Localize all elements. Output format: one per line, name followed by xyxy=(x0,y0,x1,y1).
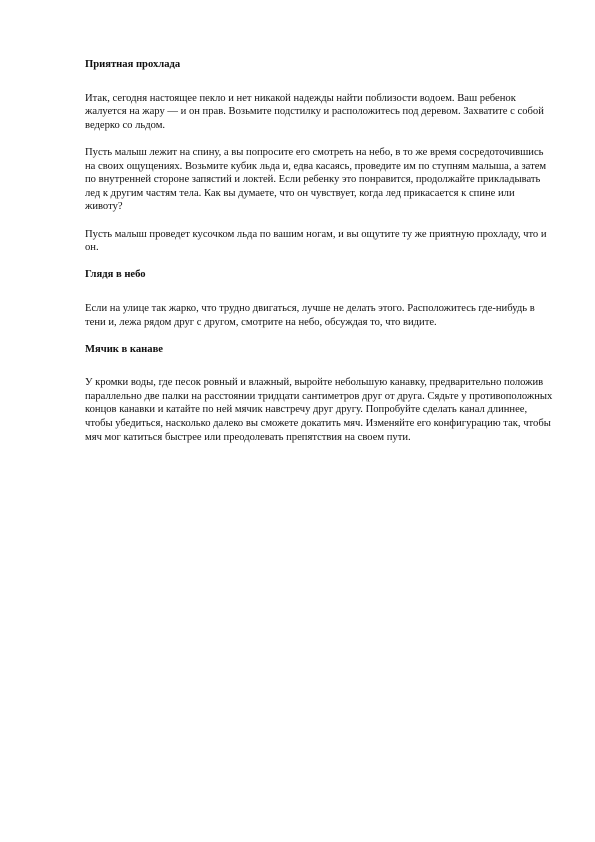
section-looking-at-sky xyxy=(85,268,553,329)
section-ball-in-ditch xyxy=(85,343,553,445)
section-heading: Приятная прохлада xyxy=(85,59,181,70)
paragraph: Пусть малыш лежит на спину, а вы попросите его смотреть на небо, в то же время сосредоточившись на своих ощущениях. Возьмите кубик льда и, едва касаясь, проведите им по ступням малыша, а затем по внутренней стороне запястий и локтей. Если ребенку это понравится, продолжайте прикладывать лед к другим частям тела. Как вы думаете, что он чувствует, когда лед прикасается к спине или животу? xyxy=(85,146,547,213)
section-cool-refreshment xyxy=(85,58,553,255)
section-heading: Мячик в канаве xyxy=(85,343,163,355)
paragraph: Пусть малыш проведет кусочком льда по вашим ногам, и вы ощутите ту же приятную прохладу, что и он. xyxy=(85,228,547,254)
paragraph: У кромки воды, где песок ровный и влажный, выройте небольшую канавку, предварительно положив параллельно две палки на расстоянии тридцати сантиметров друг от друга. Сядьте у противоположных концов канавки и катайте по ней мячик навстречу друг другу. Попробуйте сделать канал длиннее, чтобы убедиться, насколько далеко вы сможете докатить мяч. Изменяйте его конфигурацию так, чтобы мяч мог катиться быстрее или преодолевать препятствия на своем пути. xyxy=(85,377,553,443)
paragraph: Если на улице так жарко, что трудно двигаться, лучше не делать этого. Расположитесь где-нибудь в тени и, лежа рядом друг с другом, смотрите на небо, обсуждая то, что видите. xyxy=(85,302,535,328)
section-heading: Глядя в небо xyxy=(85,269,146,281)
document-body xyxy=(85,58,553,458)
paragraph: Итак, сегодня настоящее пекло и нет никакой надежды найти поблизости водоем. Ваш ребенок жалуется на жару — и он прав. Возьмите подстилку и расположитесь под деревом. Захватите с собой ведерко со льдом. xyxy=(85,92,544,131)
